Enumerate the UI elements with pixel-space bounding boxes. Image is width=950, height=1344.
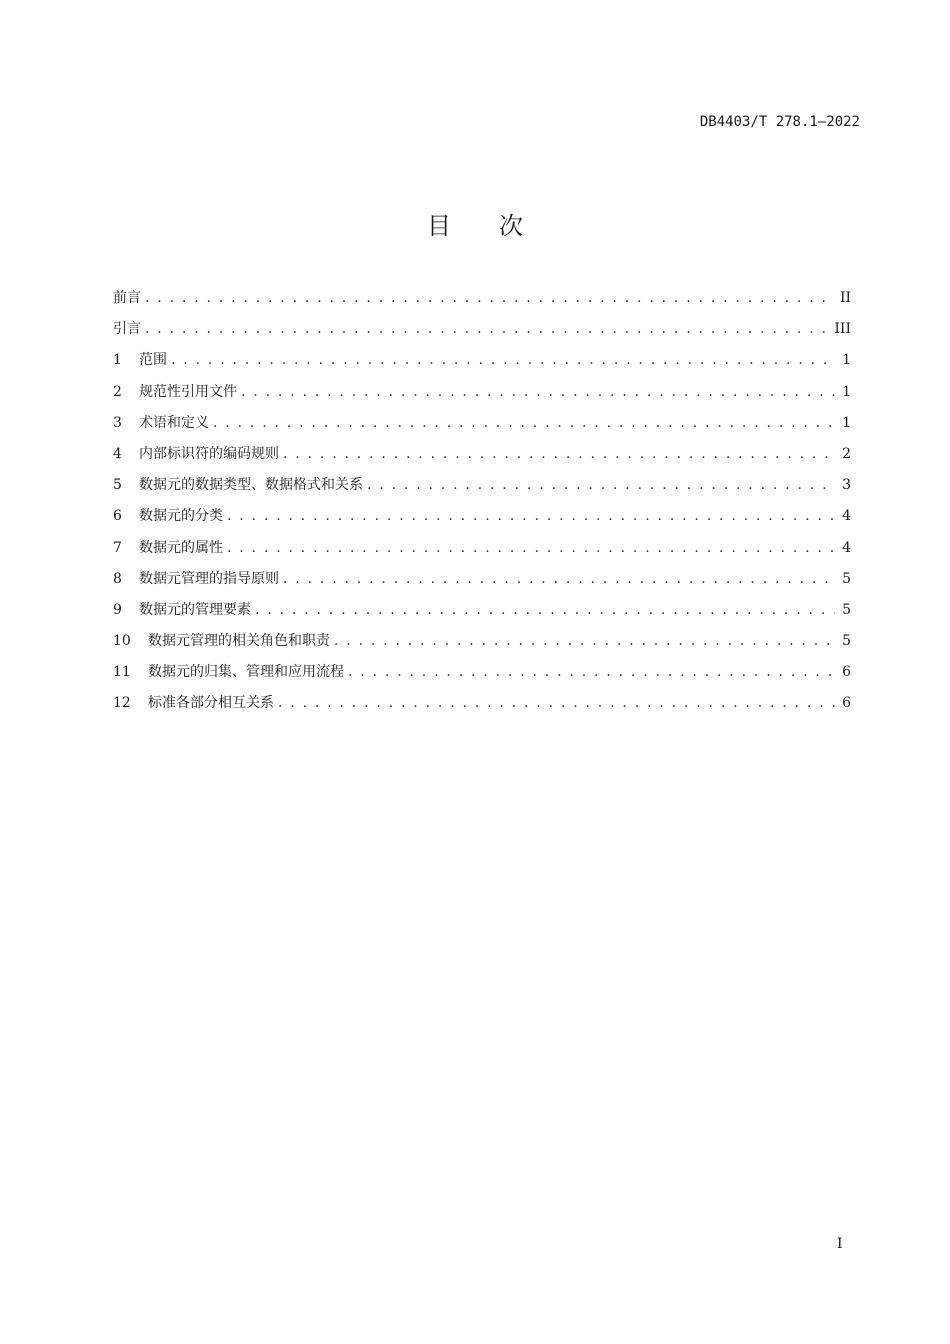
toc-leader-dots [334, 626, 835, 657]
toc-entry-title: 数据元管理的指导原则 [139, 570, 279, 587]
toc-entry-page: 1 [842, 383, 851, 400]
toc-entry-page: 6 [842, 664, 851, 681]
toc-entry-number: 11 [113, 664, 131, 681]
toc-entry-title: 范围 [139, 352, 167, 369]
toc-entry-page: 1 [842, 352, 851, 369]
toc-entry-page: 5 [842, 601, 851, 618]
page-number: I [837, 1236, 843, 1252]
toc-entry-1[interactable] [113, 345, 851, 376]
toc-leader-dots [283, 564, 835, 595]
toc-entry-number: 4 [113, 445, 122, 462]
toc-entry-page: 4 [842, 508, 851, 525]
toc-entry-title: 规范性引用文件 [139, 383, 237, 400]
toc-entry-title: 引言 [113, 321, 141, 338]
toc-leader-dots [278, 688, 835, 719]
toc-entry-number: 6 [113, 508, 122, 525]
toc-entry-title: 数据元管理的相关角色和职责 [148, 633, 330, 650]
toc-entry-number: 1 [113, 352, 122, 369]
toc-entry-12[interactable] [113, 688, 851, 719]
toc-leader-dots [213, 408, 835, 439]
toc-entry-foreword[interactable] [113, 283, 851, 314]
toc-entry-5[interactable] [113, 470, 851, 501]
toc-list [113, 283, 851, 720]
toc-entry-7[interactable] [113, 533, 851, 564]
toc-leader-dots [241, 377, 835, 408]
toc-entry-4[interactable] [113, 439, 851, 470]
toc-title: 目次 [427, 212, 571, 240]
toc-leader-dots [348, 657, 835, 688]
toc-entry-page: 1 [842, 414, 851, 431]
toc-entry-page: III [834, 321, 851, 338]
toc-entry-title: 数据元的管理要素 [139, 601, 251, 618]
toc-leader-dots [171, 345, 835, 376]
toc-entry-number: 2 [113, 383, 122, 400]
toc-leader-dots [145, 314, 828, 345]
toc-entry-title: 数据元的归集、管理和应用流程 [148, 664, 344, 681]
toc-entry-number: 8 [113, 570, 122, 587]
toc-entry-title: 数据元的分类 [139, 508, 223, 525]
toc-entry-page: 2 [842, 445, 851, 462]
toc-entry-number: 7 [113, 539, 122, 556]
toc-entry-title: 数据元的属性 [139, 539, 223, 556]
toc-leader-dots [255, 595, 835, 626]
toc-leader-dots [227, 533, 835, 564]
toc-entry-title: 数据元的数据类型、数据格式和关系 [139, 477, 363, 494]
toc-leader-dots [283, 439, 835, 470]
toc-entry-10[interactable] [113, 626, 851, 657]
toc-entry-number: 5 [113, 477, 122, 494]
toc-entry-page: 5 [842, 633, 851, 650]
toc-entry-number: 9 [113, 601, 122, 618]
toc-entry-page: 5 [842, 570, 851, 587]
toc-entry-9[interactable] [113, 595, 851, 626]
toc-entry-8[interactable] [113, 564, 851, 595]
toc-entry-title: 前言 [113, 290, 141, 306]
toc-entry-number: 3 [113, 414, 122, 431]
toc-entry-2[interactable] [113, 377, 851, 408]
toc-entry-title: 术语和定义 [139, 414, 209, 431]
toc-entry-page: II [839, 290, 851, 306]
toc-entry-page: 4 [842, 539, 851, 556]
toc-entry-number: 12 [113, 695, 131, 712]
toc-entry-3[interactable] [113, 408, 851, 439]
toc-entry-page: 6 [842, 695, 851, 712]
toc-entry-title: 内部标识符的编码规则 [139, 445, 279, 462]
toc-leader-dots [145, 283, 834, 314]
toc-entry-6[interactable] [113, 501, 851, 532]
toc-entry-11[interactable] [113, 657, 851, 688]
document-code: DB4403/T 278.1—2022 [699, 114, 860, 130]
toc-entry-number: 10 [113, 633, 131, 650]
toc-entry-title: 标准各部分相互关系 [148, 695, 274, 712]
toc-entry-page: 3 [842, 477, 851, 494]
toc-leader-dots [227, 501, 835, 532]
toc-leader-dots [367, 470, 835, 501]
toc-entry-introduction[interactable] [113, 314, 851, 345]
